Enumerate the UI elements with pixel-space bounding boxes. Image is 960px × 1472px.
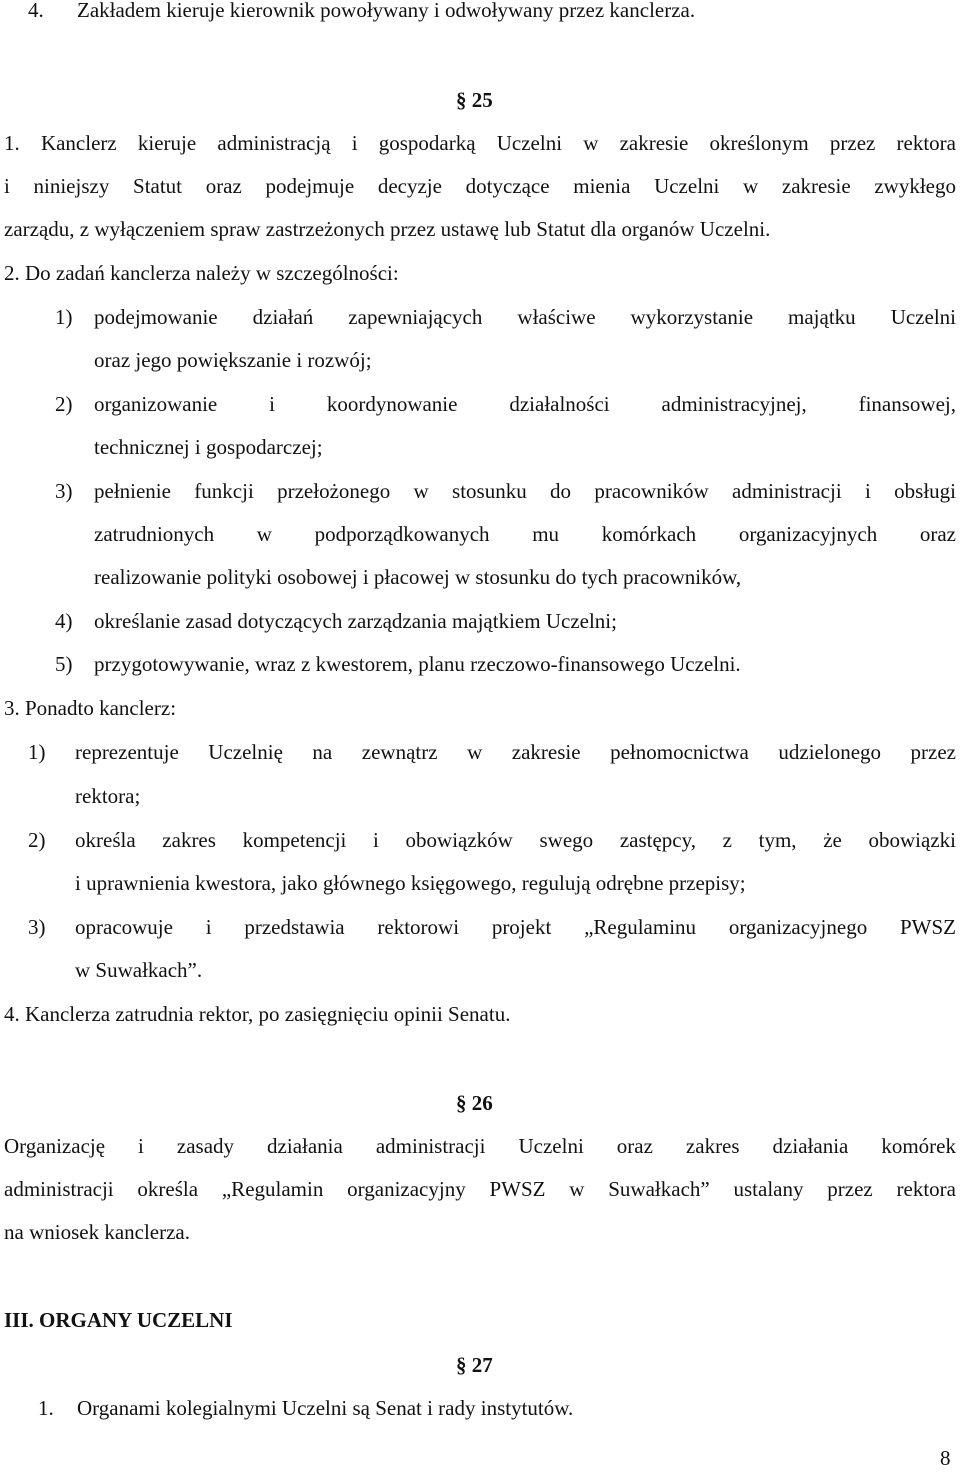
list-item-text: zatrudnionych w podporządkowanych mu komórkach organizacyjnych oraz [94, 522, 956, 546]
list-item-text: i uprawnienia kwestora, jako głównego księgowego, regulują odrębne przepisy; [75, 871, 746, 895]
list-item-text: organizowanie i koordynowanie działalności administracyjnej, finansowej, [94, 392, 956, 416]
paragraph-25-2-intro: 2. Do zadań kanclerza należy w szczególności: [4, 261, 399, 285]
list-item-number: 1) [55, 305, 73, 329]
list-item-number: 4. [28, 0, 44, 22]
list-item-text: pełnienie funkcji przełożonego w stosunku do pracowników administracji i obsługi [94, 479, 956, 503]
list-item-number: 1. [38, 1396, 54, 1420]
list-item-text: podejmowanie działań zapewniających właściwe wykorzystanie majątku Uczelni [94, 305, 956, 329]
paragraph-26-line: na wniosek kanclerza. [4, 1220, 190, 1244]
list-item-text: określanie zasad dotyczących zarządzania majątkiem Uczelni; [94, 609, 617, 633]
paragraph-25-1-line: i niniejszy Statut oraz podejmuje decyzje dotyczące mienia Uczelni w zakresie zwykłego [4, 174, 956, 198]
paragraph-25-3-intro: 3. Ponadto kanclerz: [4, 696, 177, 720]
list-item-number: 1) [28, 740, 46, 764]
list-item-number: 4) [55, 609, 73, 633]
paragraph-25-4: 4. Kanclerza zatrudnia rektor, po zasięgnięciu opinii Senatu. [4, 1002, 511, 1026]
list-item-text: określa zakres kompetencji i obowiązków swego zastępcy, z tym, że obowiązki [75, 828, 956, 852]
list-item-text: Organami kolegialnymi Uczelni są Senat i rady instytutów. [77, 1396, 574, 1420]
list-item-number: 3) [55, 479, 73, 503]
paragraph-25-1-line: 1. Kanclerz kieruje administracją i gospodarką Uczelni w zakresie określonym przez rektora [4, 131, 956, 155]
list-item-text: przygotowywanie, wraz z kwestorem, planu rzeczowo-finansowego Uczelni. [94, 652, 741, 676]
list-item-text: opracowuje i przedstawia rektorowi projekt „Regulaminu organizacyjnego PWSZ [75, 915, 956, 939]
paragraph-26-line: Organizację i zasady działania administracji Uczelni oraz zakres działania komórek [4, 1134, 956, 1158]
paragraph-heading-26: § 26 [456, 1091, 493, 1115]
list-item-text: realizowanie polityki osobowej i płacowej w stosunku do tych pracowników, [94, 565, 742, 589]
list-item-text: Zakładem kieruje kierownik powoływany i odwoływany przez kanclerza. [77, 0, 696, 22]
section-title: III. ORGANY UCZELNI [4, 1308, 233, 1332]
list-item-text: rektora; [75, 784, 141, 808]
list-item-number: 3) [28, 915, 46, 939]
list-item-text: reprezentuje Uczelnię na zewnątrz w zakresie pełnomocnictwa udzielonego przez [75, 740, 956, 764]
paragraph-heading-27: § 27 [456, 1353, 493, 1377]
list-item-number: 5) [55, 652, 73, 676]
list-item-text: w Suwałkach”. [75, 958, 203, 982]
list-item-number: 2) [28, 828, 46, 852]
paragraph-25-1-line: zarządu, z wyłączeniem spraw zastrzeżonych przez ustawę lub Statut dla organów Uczelni. [4, 217, 771, 241]
paragraph-26-line: administracji określa „Regulamin organizacyjny PWSZ w Suwałkach” ustalany przez rektora [4, 1177, 956, 1201]
list-item-text: technicznej i gospodarczej; [94, 435, 323, 459]
paragraph-heading-25: § 25 [456, 88, 493, 112]
page-number: 8 [940, 1446, 951, 1470]
list-item-number: 2) [55, 392, 73, 416]
list-item-text: oraz jego powiększanie i rozwój; [94, 348, 372, 372]
